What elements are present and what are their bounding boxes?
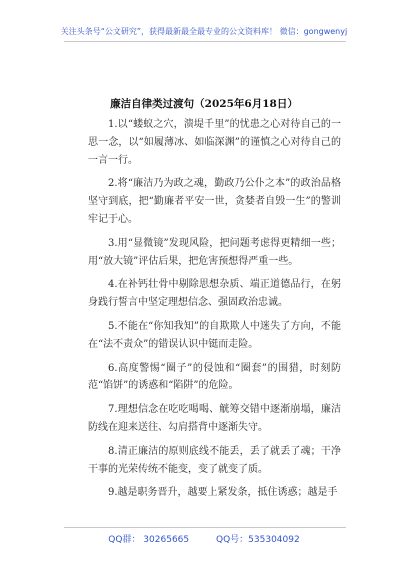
document-body [88, 116, 341, 508]
document-title: 廉洁自律类过渡句（2025年6月18日） [110, 98, 298, 110]
paragraph-9: 9.越是职务晋升，越要上紧发条，抵住诱惑；越是手 [108, 487, 338, 499]
paragraph-6: 6.高度警惕“圈子”的侵蚀和“圈套”的围猎，时刻防范“馅饼”的诱惑和“陷阱”的危险。 [88, 362, 341, 392]
paragraph-3: 3.用“显微镜”发现风险，把问题考虑得更精细一些；用“放大镜”评估后果，把危害预想得严重一些。 [88, 237, 341, 267]
paragraph-2: 2.将“廉洁乃为政之魂，勤政乃公仆之本”的政治品格坚守到底，把“勤廉者平安一世，贪婪者自毁一生”的警训牢记于心。 [88, 178, 341, 225]
footer-qq-number: QQ号：535304092 [216, 535, 300, 545]
footer-divider [64, 527, 346, 528]
footer-contacts [0, 532, 408, 545]
header-divider [64, 41, 346, 42]
paragraph-5: 5.不能在“你知我知”的自欺欺人中迷失了方向，不能在“法不责众”的错误认识中铤而走险。 [88, 320, 341, 350]
footer-qq-group: QQ群： 30265665 [108, 535, 190, 545]
paragraph-8: 8.清正廉洁的原则底线不能丢，丢了就丢了魂；干净干事的光荣传统不能变，变了就变了质。 [88, 445, 341, 475]
header-note: 关注头条号“公文研究”，获得最新最全最专业的公文资料库！ 微信：gongwenyj [60, 27, 348, 36]
paragraph-7: 7.理想信念在吃吃喝喝、觥筹交错中逐渐崩塌，廉洁防线在迎来送往、勾肩搭背中逐渐失守。 [88, 404, 341, 433]
paragraph-4: 4.在补钙壮骨中剔除思想杂质、端正道德品行，在躬身践行誓言中坚定理想信念、强固政治忠诚。 [88, 279, 341, 309]
paragraph-1: 1.以“蝼蚁之穴，溃堤千里”的忧患之心对待自己的一思一念，以“如履薄冰、如临深渊”的谨慎之心对待自己的一言一行。 [88, 119, 341, 166]
